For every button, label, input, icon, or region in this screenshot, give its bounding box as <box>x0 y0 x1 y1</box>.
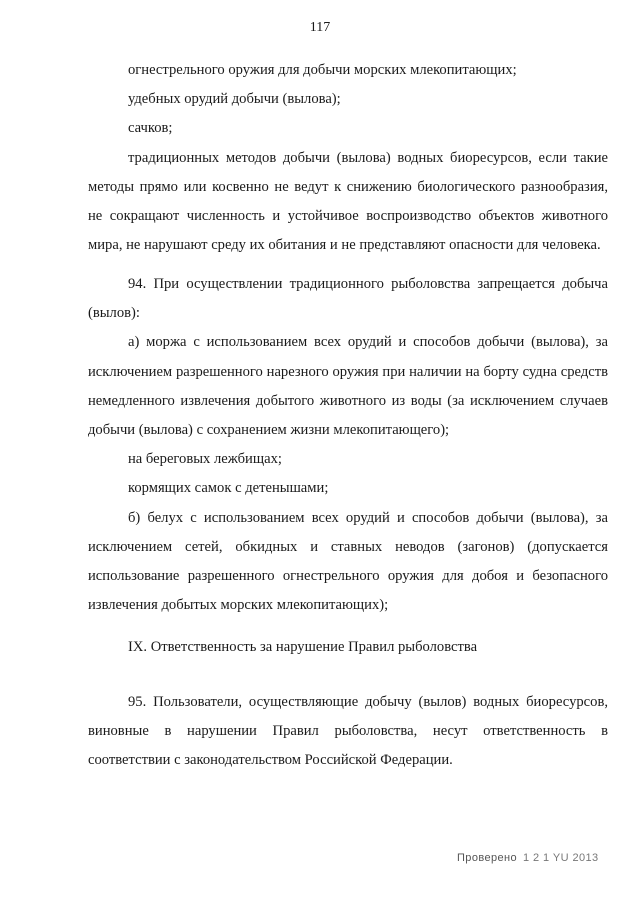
paragraph: сачков; <box>128 120 173 137</box>
section-heading: IX. Ответственность за нарушение Правил рыболовства <box>128 639 478 655</box>
paragraph: удебных орудий добычи (вылова); <box>128 91 341 108</box>
text-block-top <box>88 56 608 260</box>
verification-stamp <box>457 852 599 864</box>
paragraph-95: 95. Пользователи, осуществляющие добычу (вылов) водных биоресурсов, виновные в нарушении Правил рыболовства, несут ответственность в соответствии с законодательством Российской Федерации. <box>88 694 608 769</box>
page-number: 117 <box>309 20 331 35</box>
paragraph: огнестрельного оружия для добычи морских млекопитающих; <box>128 62 517 78</box>
paragraph: кормящих самок с детенышами; <box>128 480 329 497</box>
text-block-94 <box>88 270 608 620</box>
stamp-label: Проверено <box>457 852 518 864</box>
paragraph-94: 94. При осуществлении традиционного рыболовства запрещается добыча (вылов): <box>88 276 608 322</box>
paragraph: на береговых лежбищах; <box>128 451 282 468</box>
text-block-95 <box>88 688 608 776</box>
paragraph-item-b: б) белух с использованием всех орудий и способов добычи (вылова), за исключением сетей, обкидных и ставных неводов (загонов) (допускается использование разрешенного огнестрельного оружия для добоя и безопасного извлечения добытых морских млекопитающих); <box>88 509 608 614</box>
paragraph-item-a: а) моржа с использованием всех орудий и способов добычи (вылова), за исключением разрешенного нарезного оружия при наличии на борту судна средств немедленного извлечения добытого животного из воды (за исключением случаев добычи (вылова) с сохранением жизни млекопитающего); <box>88 334 608 439</box>
paragraph: традиционных методов добычи (вылова) водных биоресурсов, если такие методы прямо или косвенно не ведут к снижению биологического разнообразия, не сокращают численность и устойчивое воспроизводство объектов животного мира, не нарушают среду их обитания и не представляют опасности для человека. <box>88 149 608 254</box>
stamp-date: 1 2 1 YU 2013 <box>523 852 599 864</box>
